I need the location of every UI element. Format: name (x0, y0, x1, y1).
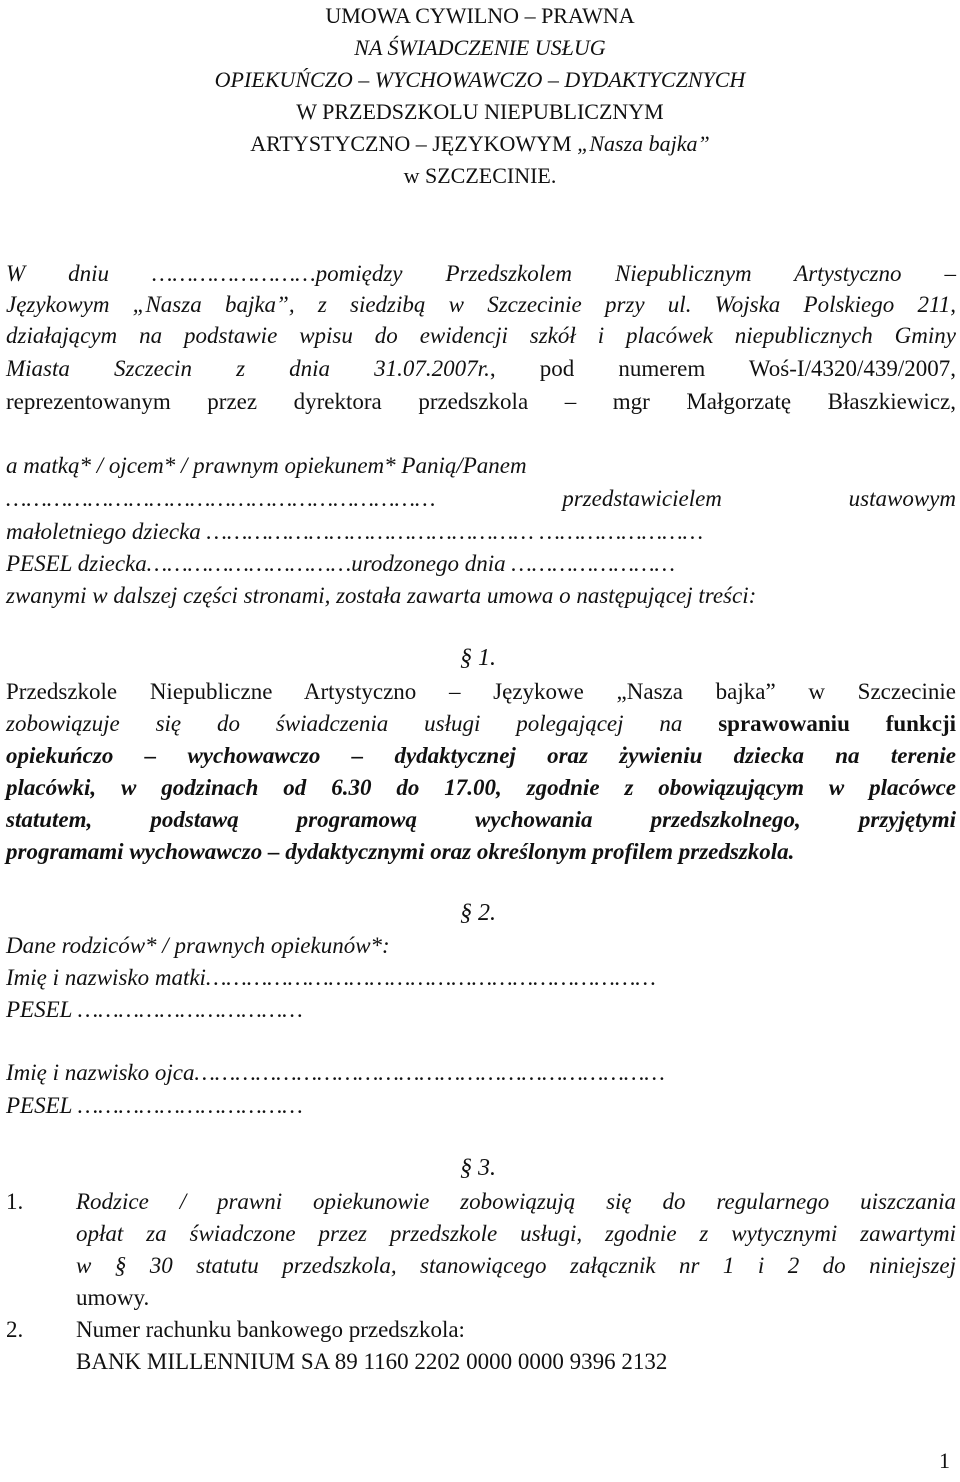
section-3-heading: § 3. (460, 1155, 496, 1181)
section-3-item-1-line-3: w § 30 statutu przedszkola, stanowiącego załącznik nr 1 i 2 do niniejszej (76, 1253, 956, 1278)
section-1-line-2 (6, 708, 956, 739)
intro-line-10: zwanymi w dalszej części stronami, została zawarta umowa o następującej treści: (6, 583, 757, 608)
section-3-item-1-line-4: umowy. (76, 1285, 150, 1310)
section-1-line-5: statutem, podstawą programową wychowania przedszkolnego, przyjętymi (6, 807, 956, 832)
section-3-item-2-number: 2. (6, 1317, 24, 1342)
intro-line-9: PESEL dziecka…………………………urodzonego dnia …………………… (6, 551, 675, 576)
intro-register-number: , pod numerem Woś-I/4320/439/2007, (489, 356, 956, 381)
section-1-line-6: programami wychowawczo – dydaktycznymi oraz określonym profilem przedszkola. (6, 839, 795, 864)
father-name-field: Imię i nazwisko ojca…………………………………………………………… (6, 1060, 665, 1085)
title-line-5-text: ARTYSTYCZNO – JĘZYKOWYM (250, 131, 572, 156)
section-1-line-1: Przedszkole Niepubliczne Artystyczno – Językowe „Nasza bajka” w Szczecinie (6, 679, 956, 704)
section-1-line-2-bold: sprawowaniu funkcji (718, 711, 957, 736)
section-1-line-2-text: zobowiązuje się do świadczenia usługi polegającej na (6, 711, 683, 736)
intro-parent-role: a matką* / ojcem* / prawnym opiekunem* (6, 453, 396, 478)
intro-line-8: małoletniego dziecka ………………………………………… …………………… (6, 519, 704, 544)
intro-pani-panem: Panią/Panem (401, 453, 527, 478)
bank-account-number: BANK MILLENNIUM SA 89 1160 2202 0000 0000 9396 2132 (76, 1349, 668, 1374)
intro-line-5: reprezentowanym przez dyrektora przedszkola – mgr Małgorzatę Błaszkiewicz, (6, 389, 956, 414)
section-1-heading: § 1. (460, 645, 496, 671)
section-3-item-1-number: 1. (6, 1189, 24, 1214)
section-2-heading: § 2. (460, 900, 496, 926)
mother-name-field: Imię i nazwisko matki………………………………………………………… (6, 965, 656, 990)
father-pesel-field: PESEL …………………………… (6, 1093, 303, 1118)
page-number: 1 (939, 1448, 950, 1473)
intro-line-1: W dniu ……………………pomiędzy Przedszkolem Niepublicznym Artystyczno – (6, 261, 956, 286)
section-3-item-1-line-2: opłat za świadczone przez przedszkole usługi, zgodnie z wytycznymi zawartymi (76, 1221, 956, 1246)
title-line-2: NA ŚWIADCZENIE USŁUG (354, 35, 606, 60)
section-3-item-1-line-1: Rodzice / prawni opiekunowie zobowiązują się do regularnego uiszczania (76, 1189, 956, 1214)
section-1-line-3: opiekuńczo – wychowawczo – dydaktycznej oraz żywieniu dziecka na terenie (6, 743, 956, 768)
title-line-3: OPIEKUŃCZO – WYCHOWAWCZO – DYDAKTYCZNYCH (214, 67, 746, 92)
contract-title (0, 0, 960, 192)
intro-line-3: działającym na podstawie wpisu do ewidencji szkół i placówek niepublicznych Gminy (6, 323, 956, 348)
section-1-line-4: placówki, w godzinach od 6.30 do 17.00, zgodnie z obowiązującym w placówce (6, 775, 956, 800)
intro-line-7: ……………………………………………………… przedstawicielem ustawowym (6, 486, 956, 511)
intro-line-4 (6, 353, 956, 384)
title-line-5 (0, 128, 960, 160)
section-2-parents-label: Dane rodziców* / prawnych opiekunów*: (6, 933, 390, 958)
section-3-item-2-line-1: Numer rachunku bankowego przedszkola: (76, 1317, 465, 1342)
title-line-6: w SZCZECINIE. (403, 163, 557, 188)
title-line-1: UMOWA CYWILNO – PRAWNA (325, 3, 635, 28)
intro-date: Miasta Szczecin z dnia 31.07.2007r. (6, 356, 490, 381)
title-line-4: W PRZEDSZKOLU NIEPUBLICZNYM (296, 99, 664, 124)
intro-line-2: Językowym „Nasza bajka”, z siedzibą w Szczecinie przy ul. Wojska Polskiego 211, (6, 292, 956, 317)
mother-pesel-field: PESEL …………………………… (6, 997, 303, 1022)
intro-line-6 (6, 450, 956, 481)
title-kindergarten-name: „Nasza bajka” (577, 131, 710, 156)
